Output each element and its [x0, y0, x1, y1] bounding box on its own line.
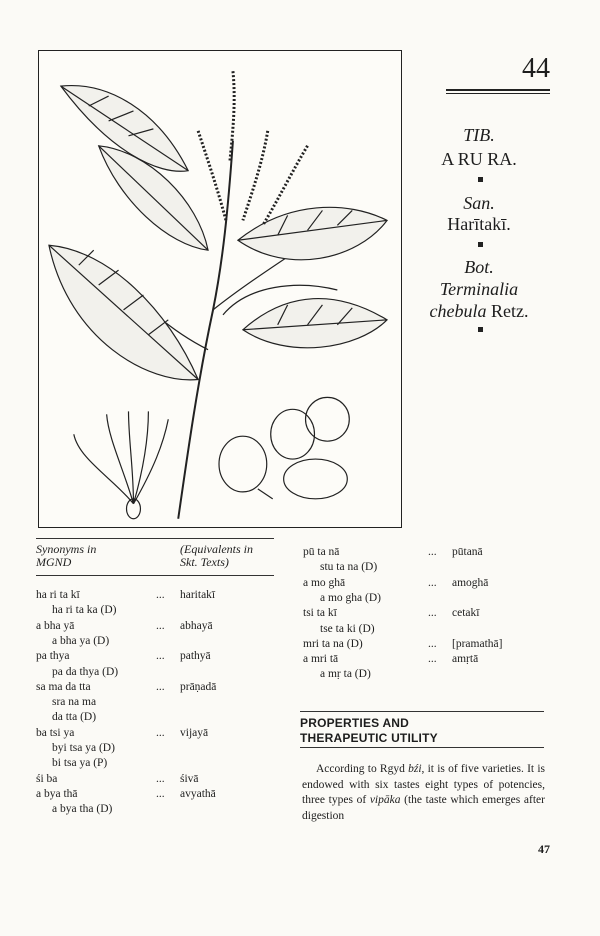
equivalent-text: prāṇadā — [180, 680, 217, 693]
synonym-text: sa ma da tta — [36, 680, 91, 693]
synonyms-header: Synonyms in MGND — [36, 542, 97, 569]
synonym-text: bi tsa ya (P) — [52, 757, 108, 770]
synonym-text: śi ba — [36, 772, 58, 785]
equivalents-header: (Equivalents in Skt. Texts) — [180, 542, 253, 569]
plant-illustration — [38, 50, 402, 528]
plate-number: 44 — [522, 53, 550, 84]
synonym-text: a mo gha (D) — [320, 591, 381, 604]
tibetan-name: A RU RA. — [441, 149, 517, 169]
page-number: 47 — [538, 842, 550, 856]
synonym-text: a bha ya (D) — [52, 634, 110, 647]
synonym-text: byi tsa ya (D) — [52, 742, 115, 754]
table-header-rule — [36, 575, 274, 576]
botanical-label: Bot. — [464, 257, 494, 277]
table-top-rule — [36, 538, 274, 539]
equivalent-text: haritakī — [180, 589, 216, 601]
synonym-text: ba tsi ya — [36, 726, 75, 739]
synonym-text: tse ta ki (D) — [320, 622, 375, 635]
sanskrit-label: San. — [463, 193, 495, 213]
sanskrit-name: Harītakī. — [447, 214, 511, 234]
synonym-text: a bha yā — [36, 619, 75, 632]
equivalent-text: [pramathā] — [452, 637, 503, 650]
botanical-genus: Terminalia — [439, 279, 519, 299]
synonym-text: a mo ghā — [303, 576, 346, 589]
properties-heading: PROPERTIES AND THERAPEUTIC UTILITY — [300, 716, 438, 745]
properties-heading-rule — [300, 747, 544, 748]
terminalia-chebula-drawing — [39, 51, 401, 527]
equivalent-text: pathyā — [180, 650, 211, 663]
bullet — [478, 177, 483, 182]
plate-rule-thick — [446, 89, 550, 91]
leader-dots: ... — [156, 680, 165, 693]
leader-dots: ... — [156, 726, 165, 739]
synonym-text: da tta (D) — [52, 711, 97, 724]
leader-dots: ... — [428, 576, 437, 589]
synonym-text: a bya thā — [36, 787, 78, 800]
properties-top-rule — [300, 711, 544, 712]
properties-paragraph: According to Rgyd bźi, it is of five varieties. It is endowed with six tastes eight types of potencies, three types of vipāka (the taste which emerges after digestion — [302, 763, 546, 822]
leader-dots: ... — [428, 653, 437, 666]
synonym-text: a mṛ ta (D) — [320, 668, 371, 681]
tibetan-label: TIB. — [463, 125, 495, 145]
synonym-text: stu ta na (D) — [320, 561, 378, 574]
synonym-text: ha ri ta ka (D) — [52, 604, 117, 617]
synonym-text: a bya tha (D) — [52, 803, 113, 816]
equivalent-text: cetakī — [452, 607, 480, 620]
botanical-species: chebula Retz. — [429, 301, 529, 321]
leader-dots: ... — [428, 546, 437, 558]
leader-dots: ... — [156, 619, 165, 632]
bullet — [478, 242, 483, 247]
leader-dots: ... — [156, 650, 165, 663]
synonym-text: pū ta nā — [303, 546, 340, 558]
synonym-text: sra na ma — [52, 696, 97, 709]
equivalent-text: amoghā — [452, 576, 489, 589]
equivalent-text: śivā — [180, 772, 199, 785]
synonym-text: ha ri ta kī — [36, 589, 80, 601]
synonym-text: pa da thya (D) — [52, 665, 119, 678]
synonym-text: mri ta na (D) — [303, 637, 363, 650]
equivalent-text: amṛtā — [452, 653, 479, 666]
equivalent-text: pūtanā — [452, 546, 483, 558]
synonym-text: tsi ta kī — [303, 607, 337, 620]
plate-rule-thin — [446, 93, 550, 94]
synonym-text: pa thya — [36, 650, 70, 663]
leader-dots: ... — [156, 787, 165, 800]
equivalent-text: vijayā — [180, 726, 209, 739]
leader-dots: ... — [428, 637, 437, 650]
equivalent-text: abhayā — [180, 619, 213, 632]
leader-dots: ... — [156, 772, 165, 785]
bullet — [478, 327, 483, 332]
equivalent-text: avyathā — [180, 787, 216, 800]
leader-dots: ... — [156, 589, 165, 601]
leader-dots: ... — [428, 607, 437, 620]
synonym-text: a mri tā — [303, 653, 339, 666]
